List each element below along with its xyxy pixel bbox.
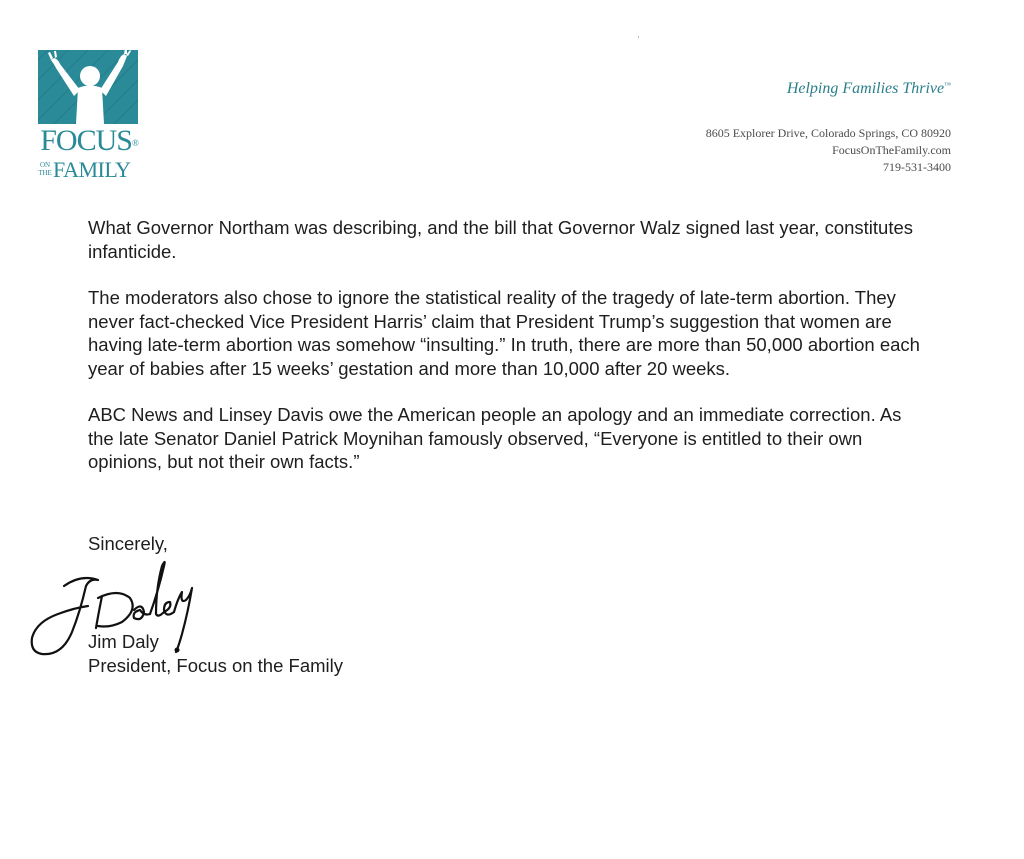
paragraph: ABC News and Linsey Davis owe the American people an apology and an immediate correction. As the late Senator Daniel Patrick Moynihan famously observed, “Everyone is entitled to their own opinions, but not their own facts.” [88, 404, 902, 472]
signer-title: President, Focus on the Family [88, 655, 343, 676]
street-address: 8605 Explorer Drive, Colorado Springs, CO 80920 [705, 126, 951, 140]
phone-number: 719-531-3400 [883, 160, 951, 174]
address-block [706, 125, 951, 176]
logo-wordmark-family: FAMILY [53, 157, 131, 182]
signer-name: Jim Daly [88, 631, 159, 652]
paragraph: The moderators also chose to ignore the statistical reality of the tragedy of late-term abortion. They never fact-checked Vice President Harris’ claim that President Trump’s suggestion that women are having late-term abortion was somehow “insulting.” In truth, there are more than 50,000 abortion each year of babies after 15 weeks’ gestation and more than 10,000 after 20 weeks. [88, 287, 920, 379]
focus-on-the-family-logo [28, 50, 150, 185]
logo-wordmark-focus: FOCUS® [40, 124, 138, 157]
child-raising-arms-icon [38, 50, 138, 124]
letter-body [88, 216, 928, 497]
tagline: Helping Families Thrive™ [786, 80, 951, 97]
scan-speck [638, 36, 639, 38]
logo-on-the: ON THE [38, 161, 52, 177]
paragraph: What Governor Northam was describing, and the bill that Governor Walz signed last year, constitutes infanticide. [88, 217, 914, 262]
website-text: FocusOnTheFamily.com [832, 143, 951, 157]
logo-wordmark-family-row [38, 158, 150, 182]
closing-salutation: Sincerely, [88, 533, 168, 554]
